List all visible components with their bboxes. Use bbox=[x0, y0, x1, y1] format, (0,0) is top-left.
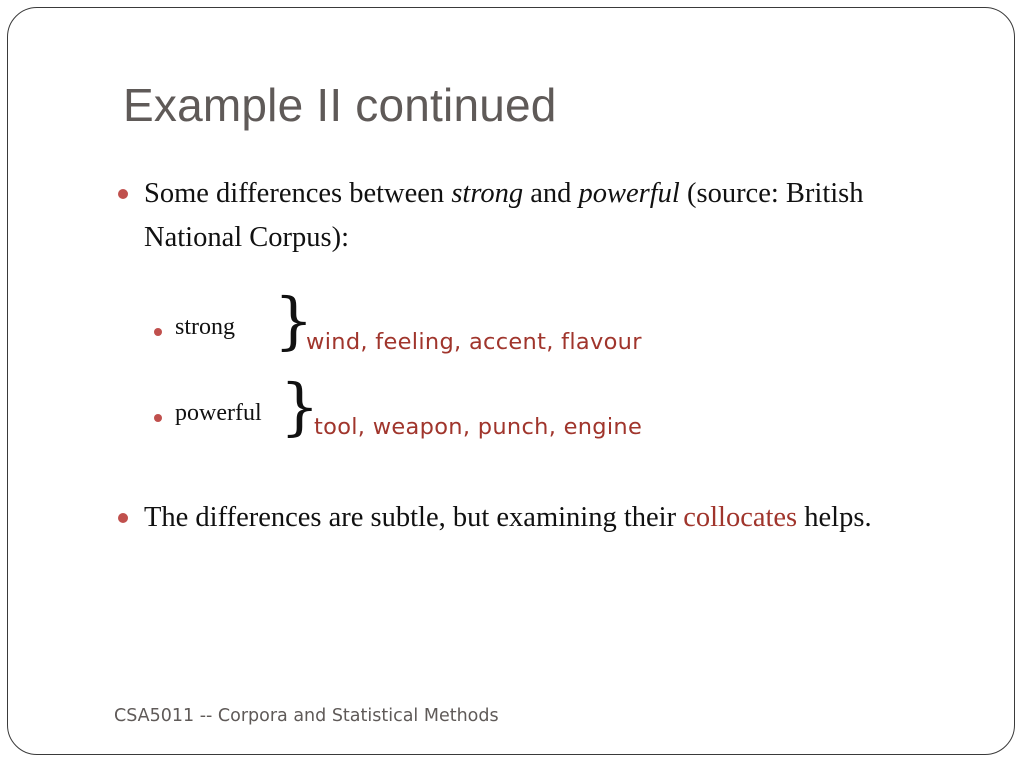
slide-footer: CSA5011 -- Corpora and Statistical Methods bbox=[114, 706, 499, 726]
collocates-strong: wind, feeling, accent, flavour bbox=[306, 329, 642, 355]
bullet-text-part2: and bbox=[523, 178, 579, 209]
bullet-differences bbox=[144, 172, 964, 260]
bullet-dot-icon bbox=[154, 328, 162, 336]
subitem-strong bbox=[175, 314, 235, 341]
slide bbox=[7, 7, 1015, 755]
term-strong: strong bbox=[451, 178, 524, 209]
highlight-collocates: collocates bbox=[683, 502, 798, 533]
subitem-powerful bbox=[175, 400, 262, 427]
bullet-text-part2: helps. bbox=[797, 502, 872, 533]
slide-title: Example II continued bbox=[123, 79, 557, 131]
bullet-text-part1: Some differences between bbox=[144, 178, 452, 209]
bullet-subtle bbox=[144, 496, 964, 540]
collocates-powerful: tool, weapon, punch, engine bbox=[314, 414, 643, 440]
bullet-dot-icon bbox=[118, 513, 128, 523]
term-powerful: powerful bbox=[578, 178, 680, 209]
bullet-dot-icon bbox=[118, 189, 128, 199]
right-curly-brace-icon: } bbox=[274, 284, 314, 357]
right-curly-brace-icon: } bbox=[280, 370, 320, 443]
subitem-label: powerful bbox=[175, 400, 262, 426]
bullet-text-part3: (source: British National Corpus): bbox=[144, 178, 864, 253]
bullet-dot-icon bbox=[154, 414, 162, 422]
subitem-label: strong bbox=[175, 314, 235, 340]
bullet-text-part1: The differences are subtle, but examining their bbox=[144, 502, 684, 533]
